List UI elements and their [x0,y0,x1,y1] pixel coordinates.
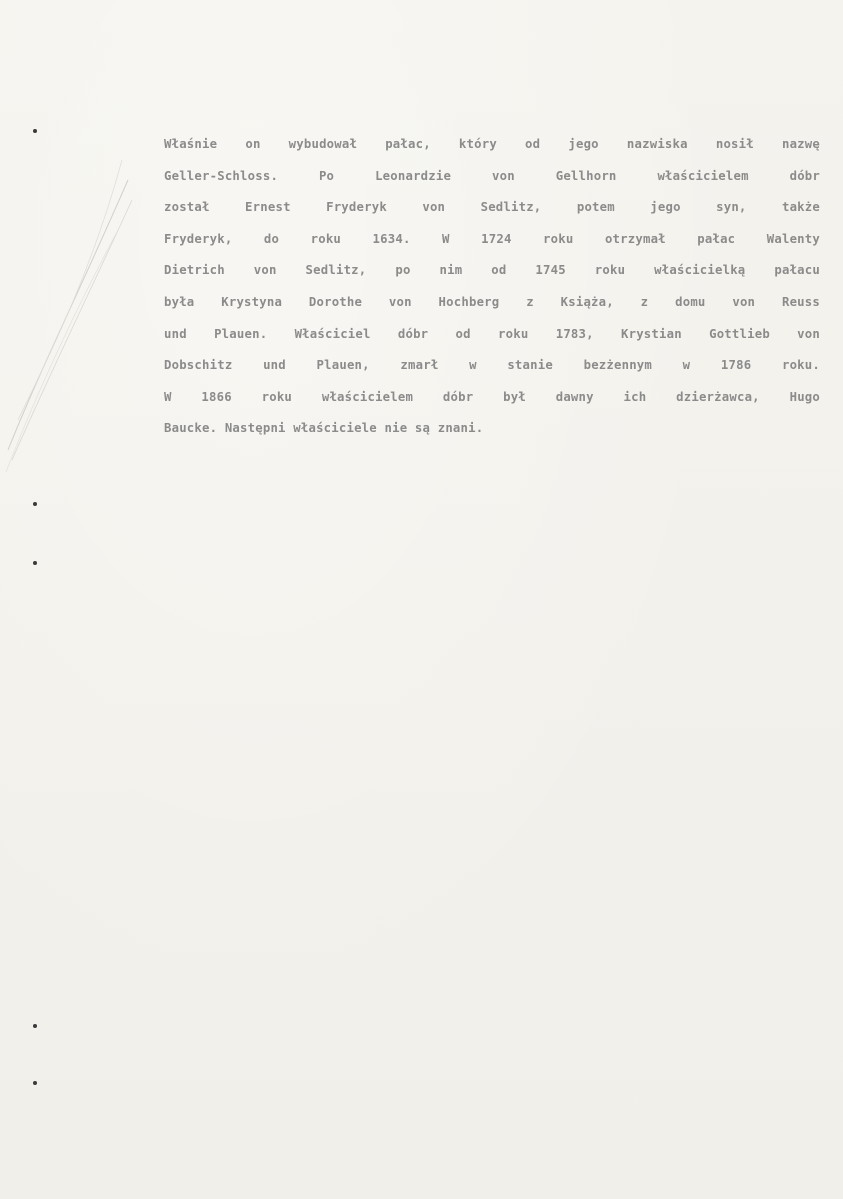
punch-hole-mark [33,561,37,565]
punch-hole-mark [33,129,37,133]
text-line: Dobschitz und Plauen, zmarł w stanie bezżennym w 1786 roku. [164,358,820,373]
text-line: Dietrich von Sedlitz, po nim od 1745 roku właścicielką pałacu [164,263,820,278]
text-line: Baucke. Następni właściciele nie są znani. [164,421,484,436]
paper-scuff-marks [0,120,140,480]
typewritten-paragraph [164,132,820,448]
punch-hole-mark [33,502,37,506]
text-line: Geller-Schloss. Po Leonardzie von Gellhorn właścicielem dóbr [164,168,820,183]
punch-hole-mark [33,1081,37,1085]
text-line: und Plauen. Właściciel dóbr od roku 1783, Krystian Gottlieb von [164,326,820,341]
punch-hole-mark [33,1024,37,1028]
text-line: W 1866 roku właścicielem dóbr był dawny ich dzierżawca, Hugo [164,389,820,404]
text-line: został Ernest Fryderyk von Sedlitz, potem jego syn, także [164,200,820,215]
text-line: Właśnie on wybudował pałac, który od jego nazwiska nosił nazwę [164,137,820,151]
text-line: była Krystyna Dorothe von Hochberg z Książa, z domu von Reuss [164,294,820,309]
text-line: Fryderyk, do roku 1634. W 1724 roku otrzymał pałac Walenty [164,231,820,246]
